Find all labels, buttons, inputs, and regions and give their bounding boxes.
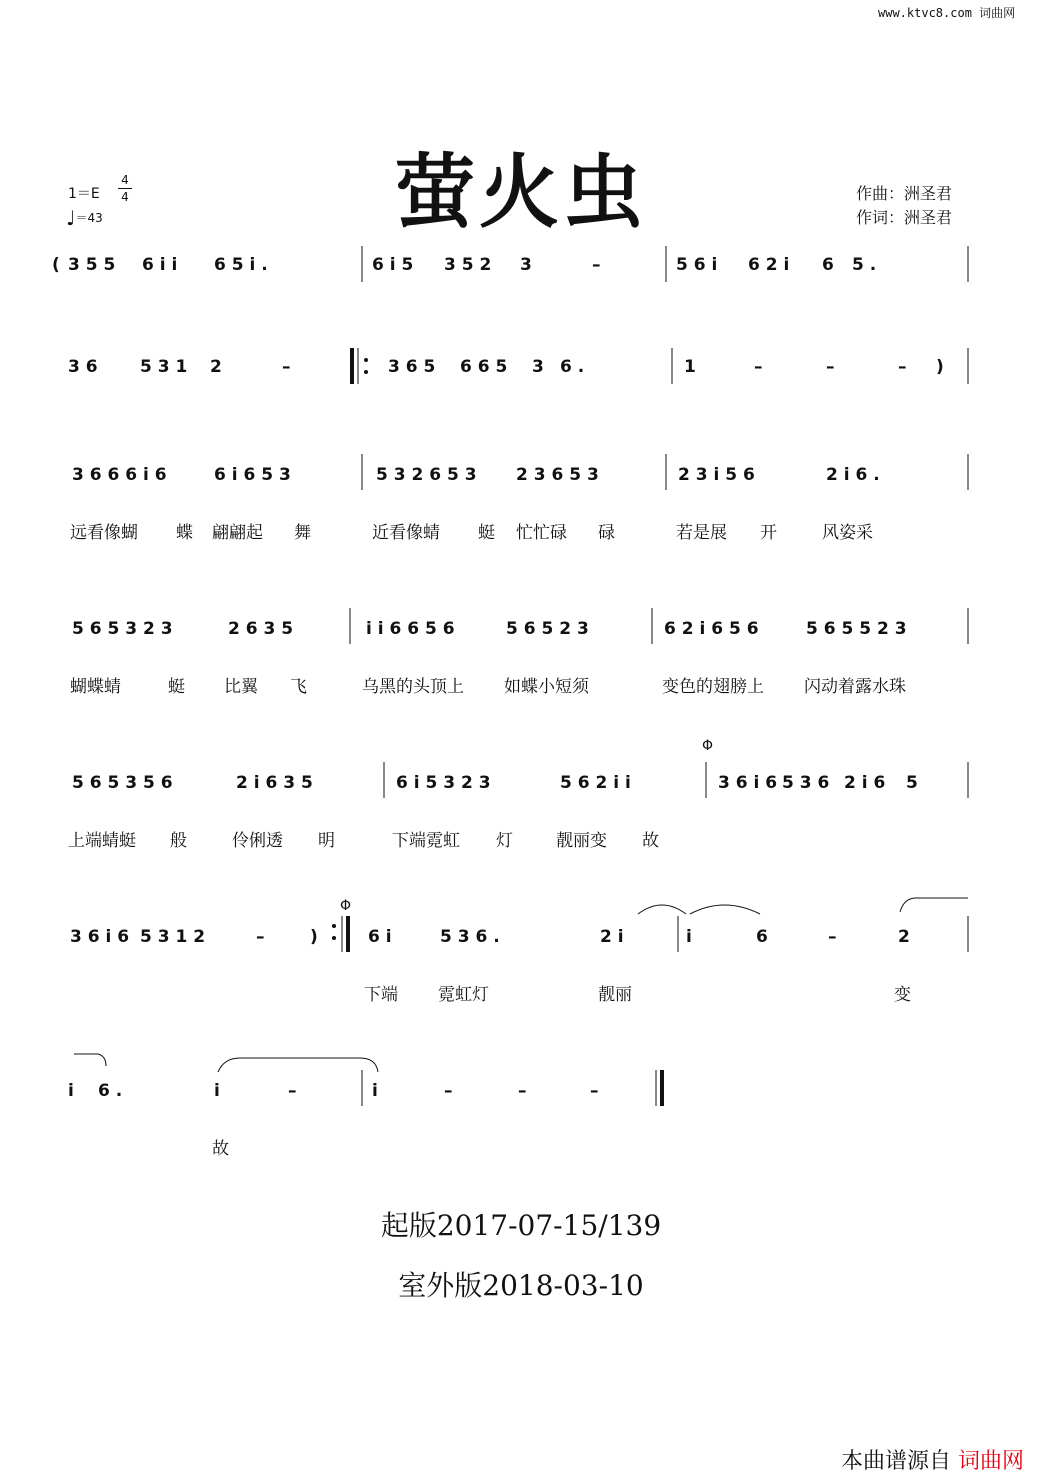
source-prefix: 本曲谱源自: [840, 1449, 951, 1474]
note-group: 5 6 5 2 3: [506, 619, 589, 639]
note-group: 6 5 i .: [214, 255, 268, 275]
lyric-phrase: 灯: [496, 831, 513, 851]
score-row-5: [68, 738, 968, 851]
note-group: 3: [532, 357, 544, 377]
version-line-1: 起版2017-07-15/139: [380, 1209, 662, 1242]
site-url[interactable]: www.ktvc8.com 词曲网: [878, 6, 1016, 20]
source-brand[interactable]: 词曲网: [957, 1449, 1024, 1474]
lyric-phrase: 忙忙碌: [516, 523, 567, 543]
note-group: ): [936, 357, 944, 377]
note-group: 5 3 1 2: [140, 927, 206, 947]
note-group: ): [310, 927, 318, 947]
lyric-phrase: 舞: [294, 523, 311, 543]
note-group: 6: [822, 255, 834, 275]
note-group: 5 3 6 .: [440, 927, 500, 947]
note-group: 3 6 i 6: [70, 927, 130, 947]
note-group: 5 6 5 3 2 3: [72, 619, 173, 639]
lyric-phrase: 上端蜻蜓: [68, 831, 136, 851]
lyric-phrase: 若是展: [676, 523, 727, 543]
note-group: –: [444, 1081, 453, 1101]
coda-icon: Φ: [702, 738, 714, 754]
lyric-phrase: 飞: [290, 677, 307, 697]
time-sig-top: 4: [121, 173, 129, 187]
song-title: 萤火虫: [395, 145, 647, 239]
note-group: –: [828, 927, 837, 947]
note-group: 5 6 5 5 2 3: [806, 619, 907, 639]
note-group: i: [372, 1081, 378, 1101]
key-signature: 1＝E: [68, 186, 100, 202]
note-group: 1: [684, 357, 696, 377]
note-group: 5: [906, 773, 918, 793]
note-group: 3: [520, 255, 532, 275]
note-group: (: [52, 255, 60, 275]
note-group: –: [518, 1081, 527, 1101]
note-group: 2 i 6 .: [826, 465, 880, 485]
lyric-phrase: 变色的翅膀上: [662, 677, 764, 697]
lyric-phrase: 闪动着露水珠: [804, 677, 906, 697]
quarter-note-icon: ♩: [66, 206, 76, 230]
version-line-2: 室外版2018-03-10: [398, 1269, 644, 1302]
lyric-phrase: 蜓: [168, 677, 185, 697]
note-group: 5 6 i: [676, 255, 718, 275]
lyric-phrase: 蝶: [176, 523, 193, 543]
score-row-2: [68, 348, 968, 384]
source-credit[interactable]: [841, 1444, 1024, 1475]
note-group: 6 2 i 6 5 6: [664, 619, 759, 639]
lyric-phrase: 伶俐透: [232, 831, 283, 851]
coda-icon: Φ: [340, 898, 352, 914]
lyricist: 作词：洲圣君: [856, 208, 953, 227]
lyric-phrase: 故: [642, 831, 659, 851]
note-group: 2: [210, 357, 222, 377]
lyric-phrase: 变: [894, 985, 911, 1005]
note-group: 6: [756, 927, 768, 947]
note-group: 6 i 6 5 3: [214, 465, 291, 485]
note-group: –: [256, 927, 265, 947]
note-group: –: [898, 357, 907, 377]
lyric-phrase: 乌黑的头顶上: [362, 677, 464, 697]
note-group: 3 6: [68, 357, 98, 377]
note-group: 2 i: [600, 927, 624, 947]
note-group: 6 6 5: [460, 357, 508, 377]
note-group: 5 6 5 3 5 6: [72, 773, 173, 793]
time-sig-bottom: 4: [121, 190, 129, 204]
lyric-phrase: 远看像蝴: [70, 523, 138, 543]
lyric-phrase: 碌: [598, 523, 615, 543]
note-group: 3 6 i 6: [718, 773, 778, 793]
lyric-phrase: 霓虹灯: [438, 985, 489, 1005]
version-info: [0, 1196, 1042, 1316]
note-group: 3 6 5: [388, 357, 436, 377]
note-group: –: [592, 255, 601, 275]
score-row-4: [70, 608, 968, 697]
note-group: i: [686, 927, 692, 947]
note-group: 2 i 6: [844, 773, 886, 793]
note-group: 5 6 2 i i: [560, 773, 631, 793]
lyric-phrase: 靓丽变: [556, 831, 607, 851]
lyric-phrase: 明: [318, 831, 335, 851]
note-group: 6 .: [98, 1081, 123, 1101]
note-group: 6 2 i: [748, 255, 790, 275]
score-row-6: [70, 898, 968, 1005]
lyric-phrase: 故: [212, 1139, 229, 1159]
lyric-phrase: 般: [170, 831, 187, 851]
composer: 作曲：洲圣君: [856, 184, 953, 203]
note-group: 6 i: [368, 927, 392, 947]
note-group: 3 6 6 6 i 6: [72, 465, 167, 485]
note-group: 2 i 6 3 5: [236, 773, 313, 793]
note-group: –: [288, 1081, 297, 1101]
note-group: i i 6 6 5 6: [366, 619, 455, 639]
lyric-phrase: 风姿采: [822, 523, 873, 543]
note-group: 6 .: [560, 357, 585, 377]
lyric-phrase: 蜓: [478, 523, 495, 543]
score-row-7: [68, 1054, 662, 1159]
note-group: 2: [898, 927, 910, 947]
note-group: i: [68, 1081, 74, 1101]
note-group: 5 3 2 6 5 3: [376, 465, 477, 485]
note-group: 2 6 3 5: [228, 619, 294, 639]
lyric-phrase: 下端: [364, 985, 398, 1005]
lyric-phrase: 比翼: [224, 677, 258, 697]
tempo-value: ＝43: [75, 211, 103, 225]
lyric-phrase: 近看像蜻: [372, 523, 440, 543]
note-group: 6 i i: [142, 255, 178, 275]
score-row-1: [52, 246, 968, 282]
note-group: 5 3 1: [140, 357, 188, 377]
note-group: 2 3 6 5 3: [516, 465, 599, 485]
note-group: 6 i 5: [372, 255, 414, 275]
note-group: 3 5 5: [68, 255, 116, 275]
note-group: 6 i 5 3 2 3: [396, 773, 491, 793]
note-group: –: [754, 357, 763, 377]
note-group: 3 5 2: [444, 255, 492, 275]
lyric-phrase: 翩翩起: [212, 523, 263, 543]
lyric-phrase: 靓丽: [598, 985, 632, 1005]
score-row-3: [70, 454, 968, 543]
note-group: –: [826, 357, 835, 377]
note-group: 5 3 6: [782, 773, 830, 793]
lyric-phrase: 蝴蝶蜻: [70, 677, 121, 697]
note-group: 2 3 i 5 6: [678, 465, 755, 485]
note-group: –: [590, 1081, 599, 1101]
lyric-phrase: 开: [760, 523, 777, 543]
lyric-phrase: 下端霓虹: [392, 831, 460, 851]
lyric-phrase: 如蝶小短须: [504, 677, 589, 697]
note-group: i: [214, 1081, 220, 1101]
note-group: –: [282, 357, 291, 377]
note-group: 5 .: [852, 255, 877, 275]
